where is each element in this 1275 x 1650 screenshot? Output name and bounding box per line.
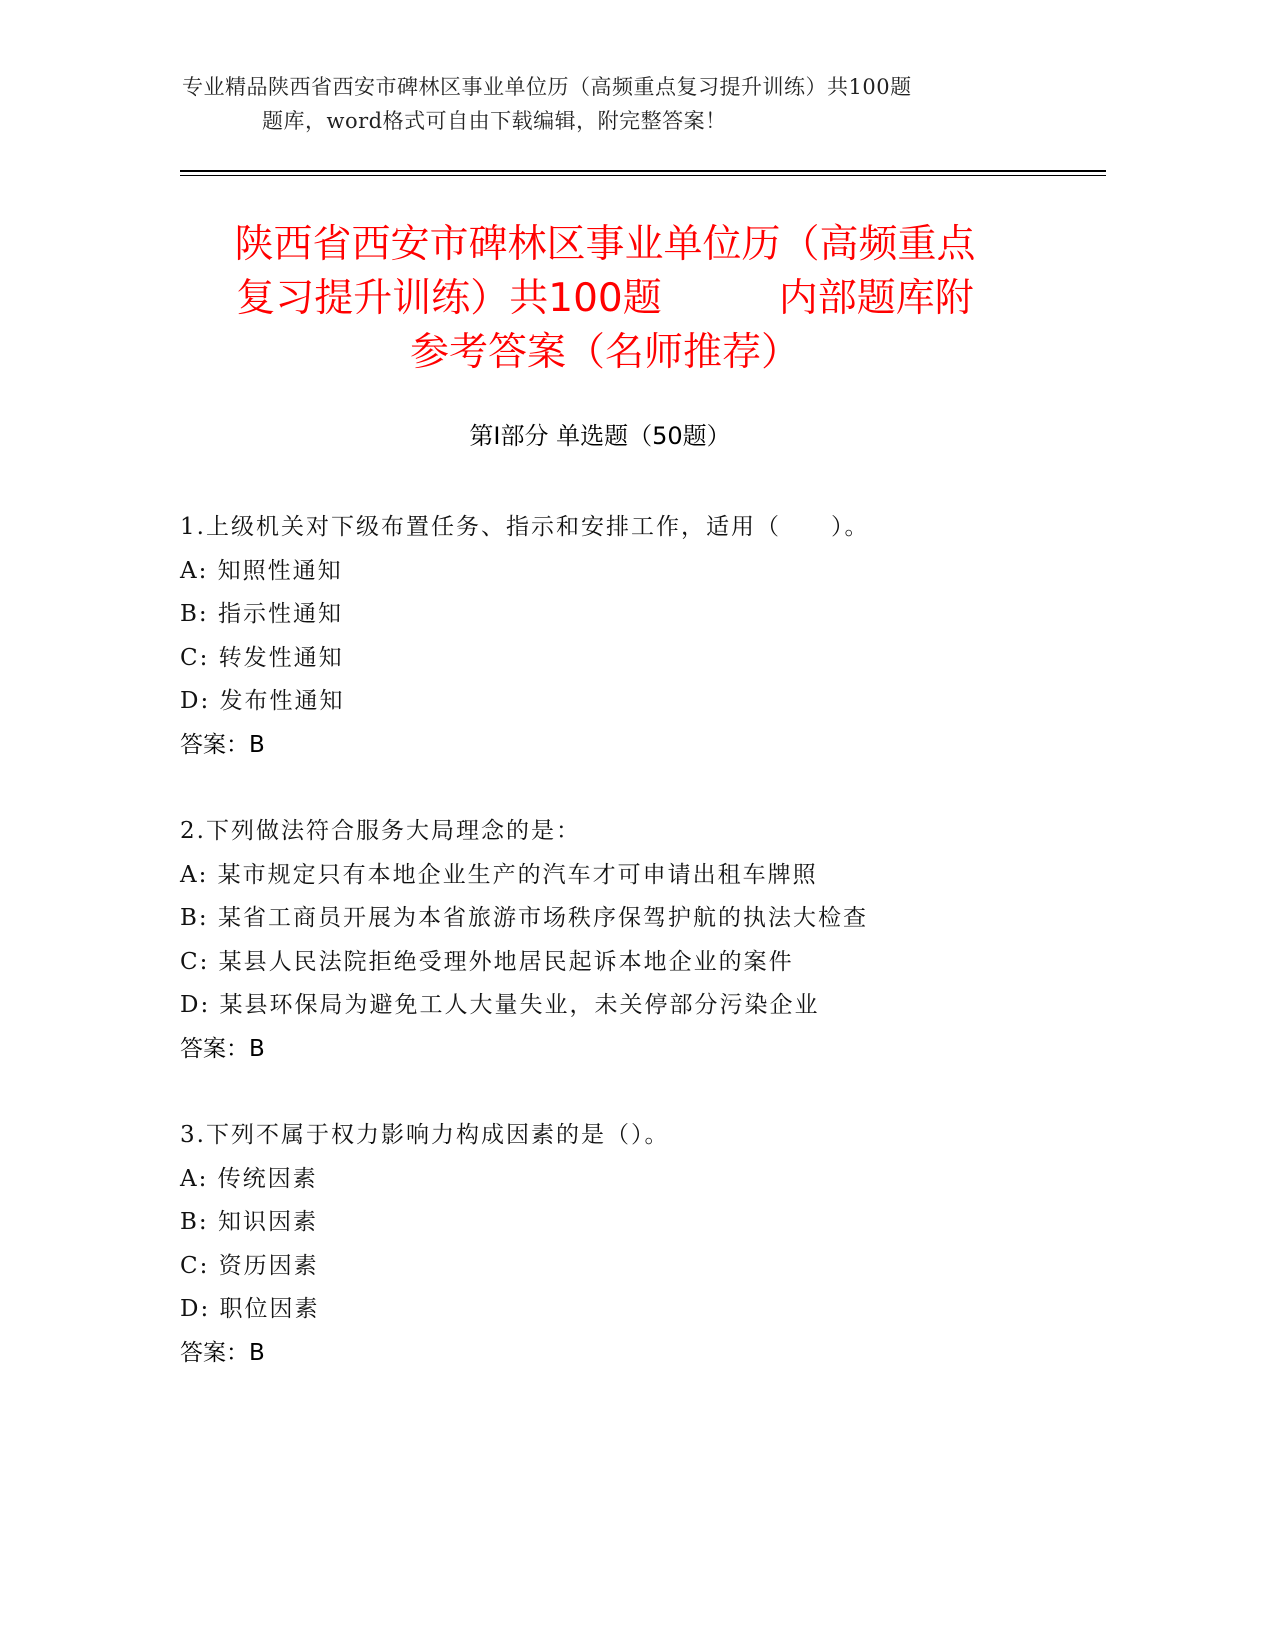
question-3	[180, 1114, 1100, 1375]
question-stem: 2.下列做法符合服务大局理念的是：	[180, 818, 581, 844]
option-a: A: 某市规定只有本地企业生产的汽车才可申请出租车牌照	[180, 861, 818, 888]
header-note-line-2: 题库，word格式可自由下载编辑，附完整答案！	[262, 109, 727, 133]
option-b: B: 某省工商员开展为本省旅游市场秩序保驾护航的执法大检查	[180, 905, 868, 931]
answer: 答案：B	[180, 1035, 265, 1062]
question-list	[180, 506, 1100, 1418]
document-title-line-1: 陕西省西安市碑林区事业单位历（高频重点	[234, 222, 976, 267]
question-stem: 1.上级机关对下级布置任务、指示和安排工作，适用（ ）。	[180, 514, 870, 540]
option-a: A: 传统因素	[180, 1165, 318, 1192]
section-title: 第Ⅰ部分 单选题（50题）	[469, 422, 731, 450]
question-2	[180, 810, 1100, 1071]
answer: 答案：B	[180, 731, 265, 758]
option-c: C: 资历因素	[180, 1252, 319, 1279]
header-rule-thin	[180, 175, 1106, 176]
document-title-line-3: 参考答案（名师推荐）	[409, 330, 800, 375]
header-note	[182, 70, 1012, 138]
option-d: D: 职位因素	[180, 1296, 320, 1322]
option-a: A: 知照性通知	[180, 557, 343, 584]
header-rule-thick	[180, 170, 1106, 172]
option-b: B: 指示性通知	[180, 601, 343, 627]
option-b: B: 知识因素	[180, 1209, 318, 1235]
header-note-line-1: 专业精品陕西省西安市碑林区事业单位历（高频重点复习提升训练）共100题	[182, 75, 912, 99]
option-d: D: 发布性通知	[180, 688, 345, 714]
answer: 答案：B	[180, 1339, 265, 1366]
option-c: C: 转发性通知	[180, 644, 344, 671]
document-title	[160, 218, 1050, 380]
option-c: C: 某县人民法院拒绝受理外地居民起诉本地企业的案件	[180, 948, 794, 975]
question-stem: 3.下列不属于权力影响力构成因素的是（）。	[180, 1122, 670, 1148]
option-d: D: 某县环保局为避免工人大量失业，未关停部分污染企业	[180, 992, 820, 1018]
document-title-line-2: 复习提升训练）共100题 内部题库附	[236, 276, 974, 321]
question-1	[180, 506, 1100, 767]
